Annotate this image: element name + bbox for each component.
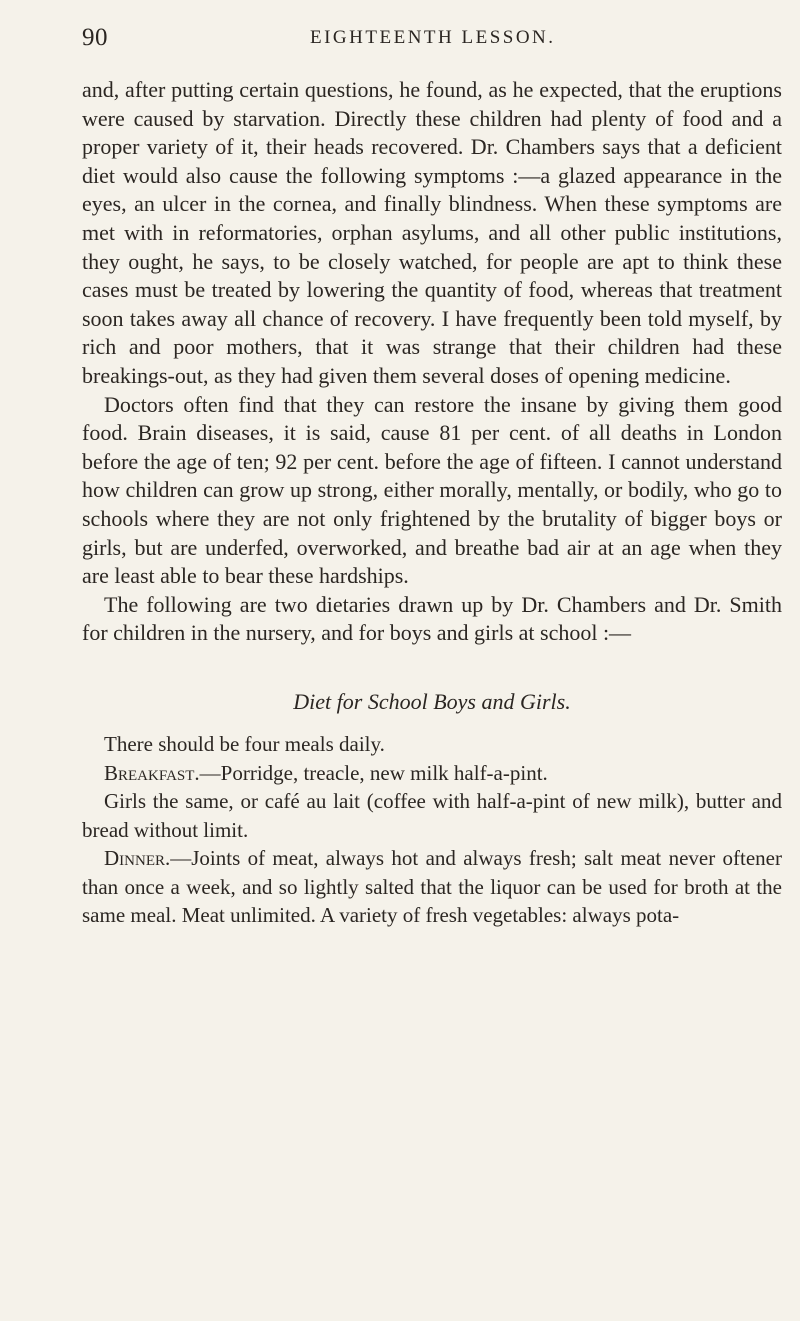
breakfast-label: Breakfast.: [104, 760, 200, 785]
diet-intro: There should be four meals daily.: [104, 732, 385, 757]
section-heading: Diet for School Boys and Girls.: [293, 688, 571, 714]
breakfast-text: —Porridge, treacle, new milk half-a-pint.: [199, 760, 548, 785]
dinner-entry: [82, 844, 782, 929]
breakfast-entry: [82, 759, 782, 787]
paragraph: and, after putting certain questions, he found, as he expected, that the eruptions were caused by starvation. Directly these children had plenty of food and a proper variety of it, their heads recovered. Dr. Chambers says that a deficient diet would also cause the following symptoms :—a glazed appearance in the eyes, an ulcer in the cornea, and finally blindness. When these symptoms are met with in reformatories, orphan asylums, and all other public institutions, they ought, he says, to be closely watched, for people are apt to think these cases must be treated by lowering the quantity of food, whereas that treatment soon takes away all chance of recovery. I have frequently been told myself, by rich and poor mothers, that it was strange that their children had these breakings-out, as they had given them several doses of opening medicine.: [82, 77, 782, 388]
body-text: [82, 76, 782, 929]
running-head: [82, 24, 782, 56]
diet-section: [82, 730, 782, 929]
girls-entry: Girls the same, or café au lait (coffee with half-a-pint of new milk), butter and bread without limit.: [82, 789, 782, 842]
dinner-text: —Joints of meat, always hot and always fresh; salt meat never oftener than once a week, and so lightly salted that the liquor can be used for broth at the same meal. Meat unlimited. A variety of fresh vegetables: always pota-: [82, 846, 782, 927]
dinner-label: Dinner.: [104, 846, 171, 871]
paragraph: Doctors often find that they can restore the insane by giving them good food. Brain diseases, it is said, cause 81 per cent. of all deaths in London before the age of ten; 92 per cent. before the age of fifteen. I cannot understand how children can grow up strong, either morally, mentally, or bodily, who go to schools where they are not only frightened by the brutality of bigger boys or girls, but are underfed, overworked, and breathe bad air at an age when they are least able to bear these hardships.: [82, 391, 782, 589]
running-title: EIGHTEENTH LESSON.: [310, 27, 556, 48]
page-number: 90: [82, 24, 108, 51]
paragraph: The following are two dietaries drawn up by Dr. Chambers and Dr. Smith for children in the nursery, and for boys and girls at school :—: [82, 591, 782, 646]
